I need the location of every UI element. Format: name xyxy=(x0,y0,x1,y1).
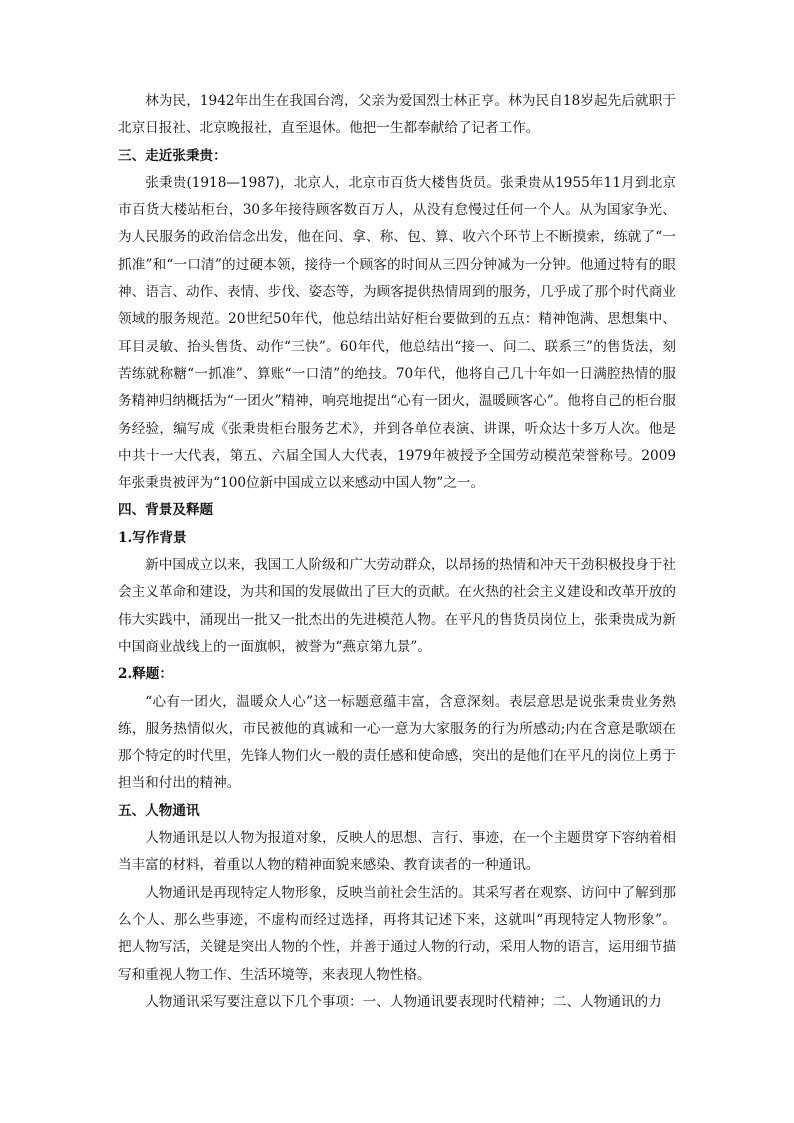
subheading-title-explanation: 2.释题： xyxy=(118,666,173,683)
paragraph-writing-background: 新中国成立以来，我国工人阶级和广大劳动群众，以昂扬的热情和冲天干劲积极投身于社会主义革命和建设，为共和国的发展做出了巨大的贡献。在火热的社会主义建设和改革开放的伟大实践中，涌现出一批又一批杰出的先进模范人物。在平凡的售货员岗位上，张秉贵成为新中国商业战线上的一面旗帜，被誉为“燕京第九景”。 xyxy=(118,557,676,655)
paragraph-profile-definition: 人物通讯是以人物为报道对象，反映人的思想、言行、事迹，在一个主题贯穿下容纳着相当丰富的材料，着重以人物的精神面貌来感染、教育读者的一种通讯。 xyxy=(118,830,676,874)
paragraph-lin-weimin: 林为民，1942年出生在我国台湾，父亲为爱国烈士林正亨。林为民自18岁起先后就职于北京日报社、北京晚报社，直至退休。他把一生都奉献给了记者工作。 xyxy=(118,93,676,137)
section-heading-background: 四、背景及释题 xyxy=(118,502,214,519)
paragraph-zhang-binggui-bio: 张秉贵(1918—1987)，北京人，北京市百货大楼售货员。张秉贵从1955年11月到北京市百货大楼站柜台，30多年接待顾客数百万人，从没有怠慢过任何一个人。从为国家争光、为人民服务的政治信念出发，他在问、拿、称、包、算、收六个环节上不断摸索，练就了“一抓准”和“一口清”的过硬本领，接待一个顾客的时间从三四分钟减为一分钟。他通过特有的眼神、语言、动作、表情、步伐、姿态等，为顾客提供热情周到的服务，几乎成了那个时代商业领域的服务规范。20世纪50年代，他总结出站好柜台要做到的五点：精神饱满、思想集中、耳目灵敏、抬头售货、动作“三快”。60年代，他总结出“接一、问二、联系三”的售货法，刻苦练就称糖“一抓准”、算账“一口清”的绝技。70年代，他将自己几十年如一日满腔热情的服务精神归纳概括为“一团火”精神，响亮地提出“心有一团火，温暖顾客心”。他将自己的柜台服务经验，编写成《张秉贵柜台服务艺术》，并到各单位表演、讲课，听众达十多万人次。他是中共十一大代表，第五、六届全国人大代表，1979年被授予全国劳动模范荣誉称号。2009年张秉贵被评为“100位新中国成立以来感动中国人物”之一。 xyxy=(118,174,676,492)
paragraph-profile-method: 人物通讯是再现特定人物形象，反映当前社会生活的。其采写者在观察、访问中了解到那么个人、那么些事迹，不虚构而经过选择，再将其记述下来，这就叫“再现特定人物形象”。 把人物写活，关键是突出人物的个性，并善于通过人物的行动，采用人物的语言，运用细节描写和重视人物工作、生活环境等，来表现人物性格。 xyxy=(118,884,676,983)
section-heading-zhang-binggui: 三、走近张秉贵： xyxy=(118,147,227,164)
subheading-writing-background: 1.写作背景 xyxy=(118,529,187,546)
section-heading-profile-report: 五、人物通讯 xyxy=(118,802,200,819)
paragraph-title-explanation: “心有一团火，温暖众人心”这一标题意蕴丰富，含意深刻。表层意思是说张秉贵业务熟练，服务热情似火，市民被他的真诚和一心一意为大家服务的行为所感动;内在含意是歌颂在那个特定的时代里，先锋人物们火一般的责任感和使命感，突出的是他们在平凡的岗位上勇于担当和付出的精神。 xyxy=(118,693,676,792)
paragraph-profile-notes: 人物通讯采写要注意以下几个事项：一、人物通讯要表现时代精神；二、人物通讯的力 xyxy=(145,993,662,1010)
